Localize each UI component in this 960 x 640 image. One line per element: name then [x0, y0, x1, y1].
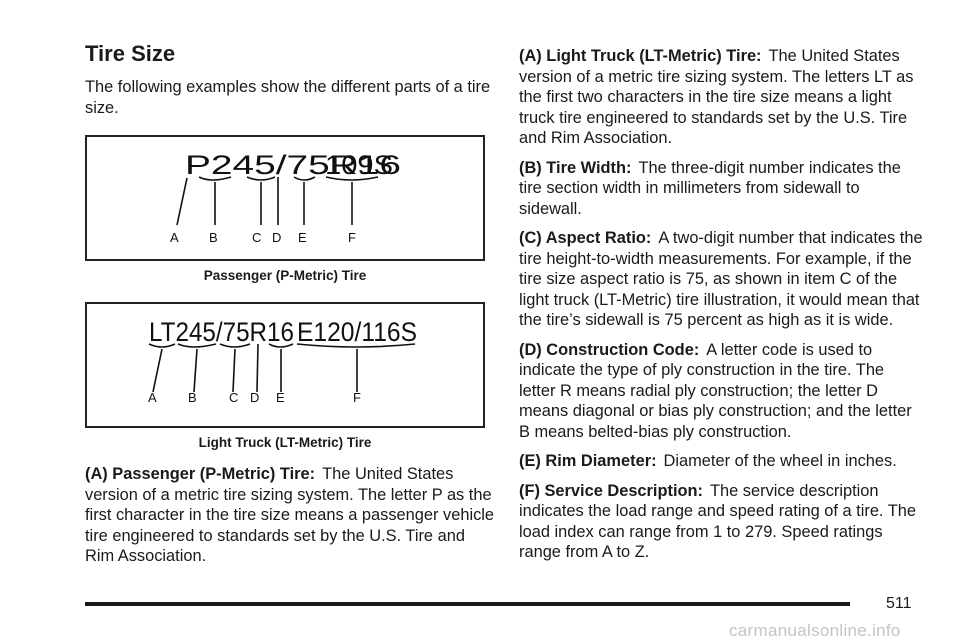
tire-code-text: P245/75R16: [185, 150, 401, 180]
item-text: A letter code is used to indicate the type of ply construction in the tire. The letter R means radial ply construction; the letter D means diagonal or bias ply construction; and the letter B means belted-bias ply construction.: [519, 340, 912, 441]
label-c: C: [252, 230, 262, 245]
label-e: E: [298, 230, 307, 245]
label-d: D: [250, 390, 260, 405]
item-text: The United States version of a metric tire sizing system. The letter P as the first character in the tire size means a passenger vehicle tire engineered to standards set by the U.S. Tire and Rim Association.: [85, 465, 495, 565]
pointer-c: [233, 349, 235, 392]
pointer-a: [153, 349, 162, 392]
label-f: F: [348, 230, 356, 245]
item-term: (A) Light Truck (LT-Metric) Tire:: [519, 47, 762, 65]
right-column: [519, 46, 924, 563]
section-heading: Tire Size: [85, 41, 176, 66]
item-term: (E) Rim Diameter:: [519, 452, 657, 470]
item-light-truck-tire: [519, 46, 924, 149]
light-truck-tire-diagram: [87, 304, 483, 426]
passenger-tire-figure: [85, 135, 485, 261]
tire-code-text: LT245/75R16: [149, 317, 294, 347]
item-text: A two-digit number that indicates the tire height-to-width measurements. For example, if the tire size aspect ratio is 75, as shown in item C of the light truck (LT-Metric) tire illustration, it would mean that the tire’s sidewall is 75 percent as high as it is wide.: [519, 229, 923, 329]
service-code-text: 109S: [325, 150, 393, 180]
label-c: C: [229, 390, 239, 405]
pointer-a: [177, 178, 187, 225]
left-column: [85, 40, 495, 567]
item-construction-code: [519, 340, 924, 443]
watermark: carmanualsonline.info: [729, 621, 901, 640]
item-aspect-ratio: [519, 228, 924, 331]
pointer-b: [194, 349, 197, 392]
light-truck-figure-caption: Light Truck (LT-Metric) Tire: [198, 435, 372, 450]
item-term: (D) Construction Code:: [519, 340, 700, 359]
label-e: E: [276, 390, 285, 405]
light-truck-tire-figure: [85, 302, 485, 428]
item-text: The United States version of a metric tire sizing system. The letters LT as the first two characters in the tire size means a light truck tire engineered to standards set by the U.S. Tire and Rim Association.: [519, 47, 914, 147]
page-number: 511: [886, 595, 912, 612]
item-term: (C) Aspect Ratio:: [519, 229, 652, 247]
item-tire-width: [519, 158, 924, 220]
item-text: The service description indicates the load range and speed rating of a tire. The load index can range from 1 to 279. Speed ratings range from A to Z.: [519, 481, 916, 561]
item-text: Diameter of the wheel in inches.: [663, 452, 897, 470]
label-a: A: [170, 230, 179, 245]
pointer-d: [257, 344, 258, 392]
footer-rule: [85, 602, 850, 606]
passenger-figure-caption: Passenger (P-Metric) Tire: [203, 268, 367, 283]
intro-paragraph: The following examples show the different parts of a tire size.: [85, 78, 491, 117]
service-code-text: E120/116S: [297, 317, 417, 347]
item-term: (A) Passenger (P-Metric) Tire:: [85, 465, 316, 483]
label-a: A: [148, 390, 157, 405]
passenger-tire-diagram: [87, 137, 483, 259]
label-f: F: [353, 390, 361, 405]
item-rim-diameter: [519, 451, 924, 472]
item-term: (B) Tire Width:: [519, 158, 632, 177]
label-d: D: [272, 230, 282, 245]
item-term: (F) Service Description:: [519, 481, 703, 500]
item-service-description: [519, 481, 924, 563]
item-passenger-tire: [85, 464, 495, 567]
label-b: B: [209, 230, 218, 245]
bracket-lines: [149, 344, 415, 392]
bracket-lines: [177, 177, 378, 225]
label-b: B: [188, 390, 197, 405]
item-text: The three-digit number indicates the tire section width in millimeters from sidewall to sidewall.: [519, 158, 901, 218]
